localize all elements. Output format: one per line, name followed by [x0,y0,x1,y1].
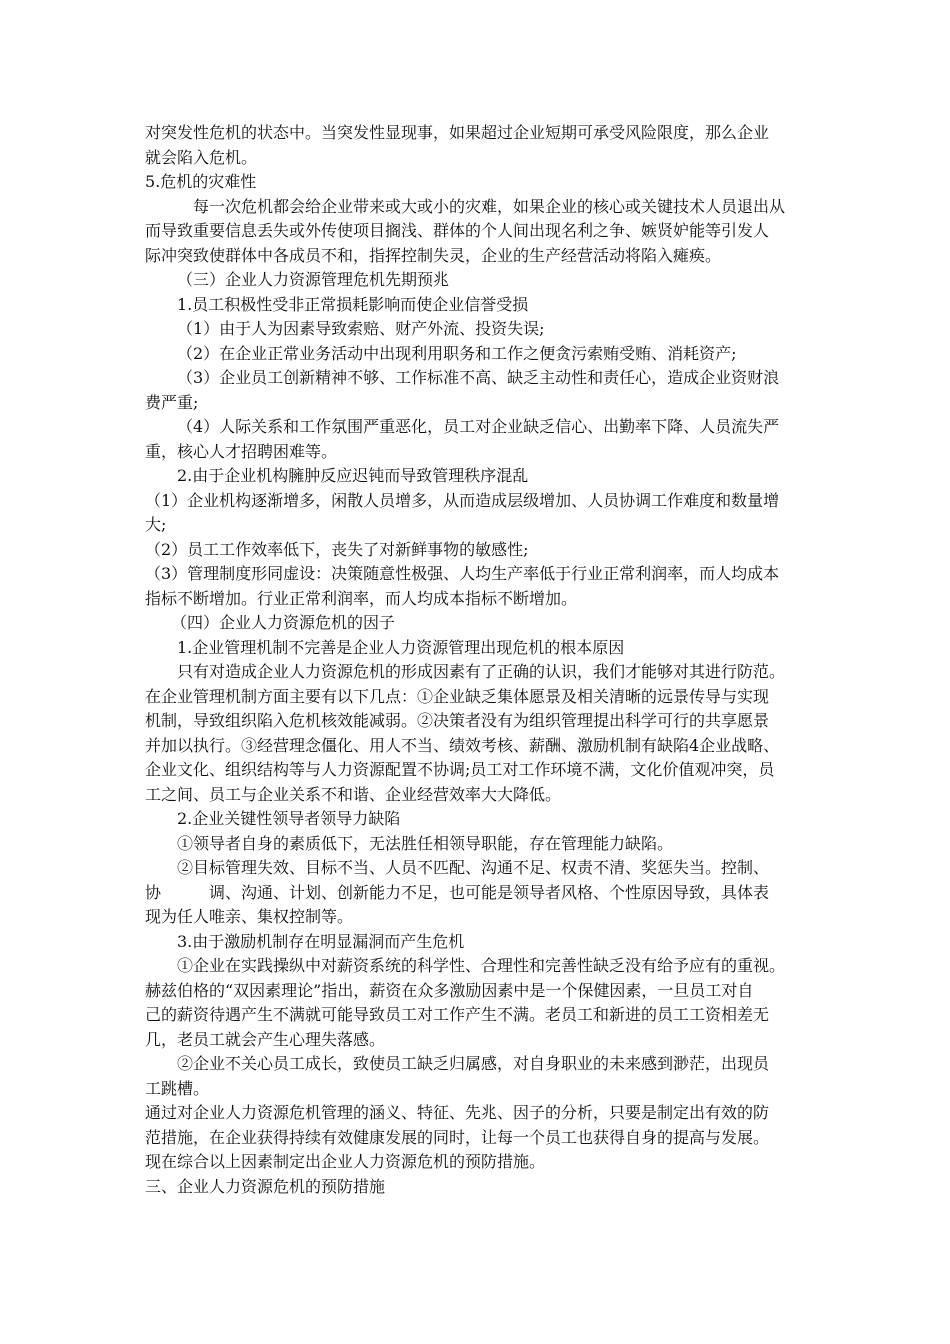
text-line: 对突发性危机的状态中。当突发性显现事，如果超过企业短期可承受风险限度，那么企业 [145,123,770,142]
text-line: 指标不断增加。行业正常利润率，而人均成本指标不断增加。 [145,588,578,608]
text-line: 而导致重要信息丢失或外传使项目搁浅、群体的个人间出现名利之争、嫉贤妒能等引发人 [145,221,770,240]
text-line: 大; [145,515,167,534]
text-line: 己的薪资待遇产生不满就可能导致员工对工作产生不满。老员工和新进的员工工资相差无 [145,1005,770,1024]
text-line: ②目标管理失效、目标不当、人员不匹配、沟通不足、权责不清、奖惩失当。控制、 [177,858,770,877]
text-line: 3.由于激励机制存在明显漏洞而产生危机 [177,931,465,951]
text-line: 机制，导致组织陷入危机核效能减弱。②决策者没有为组织管理提出科学可行的共享愿景 [145,711,770,730]
text-line: 三、企业人力资源危机的预防措施 [145,1176,386,1196]
text-line: ①领导者自身的素质低下，无法胜任相领导职能，存在管理能力缺陷。 [177,833,674,853]
text-line: 只有对造成企业人力资源危机的形成因素有了正确的认识，我们才能够对其进行防范。 [177,662,786,681]
document-page [145,121,815,1199]
text-line: 1.企业管理机制不完善是企业人力资源管理出现危机的根本原因 [177,637,625,657]
text-line: 企业文化、组织结构等与人力资源配置不协调;员工对工作环境不满，文化价值观冲突，员 [145,760,775,779]
text-line: 5.危机的灾难性 [145,172,257,191]
text-line: ②企业不关心员工成长，致使员工缺乏归属感，对自身职业的未来感到渺茫，出现员 [177,1054,770,1073]
text-line: 工之间、员工与企业关系不和谐、企业经营效率大大降低。 [145,784,562,804]
text-line: （2）员工工作效率低下，丧失了对新鲜事物的敏感性; [145,539,529,559]
text-line: （3）管理制度形同虚设：决策随意性极强、人均生产率低于行业正常利润率，而人均成本 [145,564,780,583]
text-line: （2）在企业正常业务活动中出现利用职务和工作之便贪污索贿受贿、消耗资产; [177,343,737,363]
text-line: 重，核心人才招聘困难等。 [145,441,338,461]
text-line: 工跳槽。 [145,1078,210,1098]
text-line: 通过对企业人力资源危机管理的涵义、特征、先兆、因子的分析，只要是制定出有效的防 [145,1103,770,1122]
text-line: 现为任人唯亲、集权控制等。 [145,907,354,926]
text-line: 协 调、沟通、计划、创新能力不足，也可能是领导者风格、个性原因导致，具体表 [145,882,770,902]
text-line: 每一次危机都会给企业带来或大或小的灾难，如果企业的核心或关键技术人员退出从 [193,196,786,216]
text-line: （3）企业员工创新精神不够、工作标准不高、缺乏主动性和责任心，造成企业资财浪 [177,368,780,387]
text-line: 费严重; [145,392,199,412]
text-line: 几，老员工就会产生心理失落感。 [145,1029,386,1049]
text-line: （四）企业人力资源危机的因子 [171,613,396,632]
text-line: （1）由于人为因素导致索赔、财产外流、投资失误; [177,319,545,338]
text-line: 在企业管理机制方面主要有以下几点：①企业缺乏集体愿景及相关清晰的远景传导与实现 [145,686,770,706]
text-line: 2.由于企业机构臃肿反应迟钝而导致管理秩序混乱 [177,466,529,485]
text-line: 2.企业关键性领导者领导力缺陷 [177,809,401,828]
text-line: 赫兹伯格的“双因素理论”指出，薪资在众多激励因素中是一个保健因素，一旦员工对自 [145,980,754,1000]
text-line: 际冲突致使群体中各成员不和，指挥控制失灵，企业的生产经营活动将陷入瘫痪。 [145,245,722,265]
text-line: （三）企业人力资源管理危机先期预兆 [177,270,450,289]
text-line: 范措施，在企业获得持续有效健康发展的同时，让每一个员工也获得自身的提高与发展。 [145,1127,770,1147]
text-line: （4）人际关系和工作氛围严重恶化，员工对企业缺乏信心、出勤率下降、人员流失严 [177,417,780,436]
text-line: 1.员工积极性受非正常损耗影响而使企业信誉受损 [177,294,529,314]
text-line: （1）企业机构逐渐增多，闲散人员增多，从而造成层级增加、人员协调工作难度和数量增 [145,490,780,510]
text-line: 并加以执行。③经营理念僵化、用人不当、绩效考核、薪酬、激励机制有缺陷4企业战略、 [145,735,780,755]
text-line: 现在综合以上因素制定出企业人力资源危机的预防措施。 [145,1152,546,1171]
text-line: 就会陷入危机。 [145,147,258,167]
text-line: ①企业在实践操纵中对薪资系统的科学性、合理性和完善性缺乏没有给予应有的重视。 [177,956,786,975]
